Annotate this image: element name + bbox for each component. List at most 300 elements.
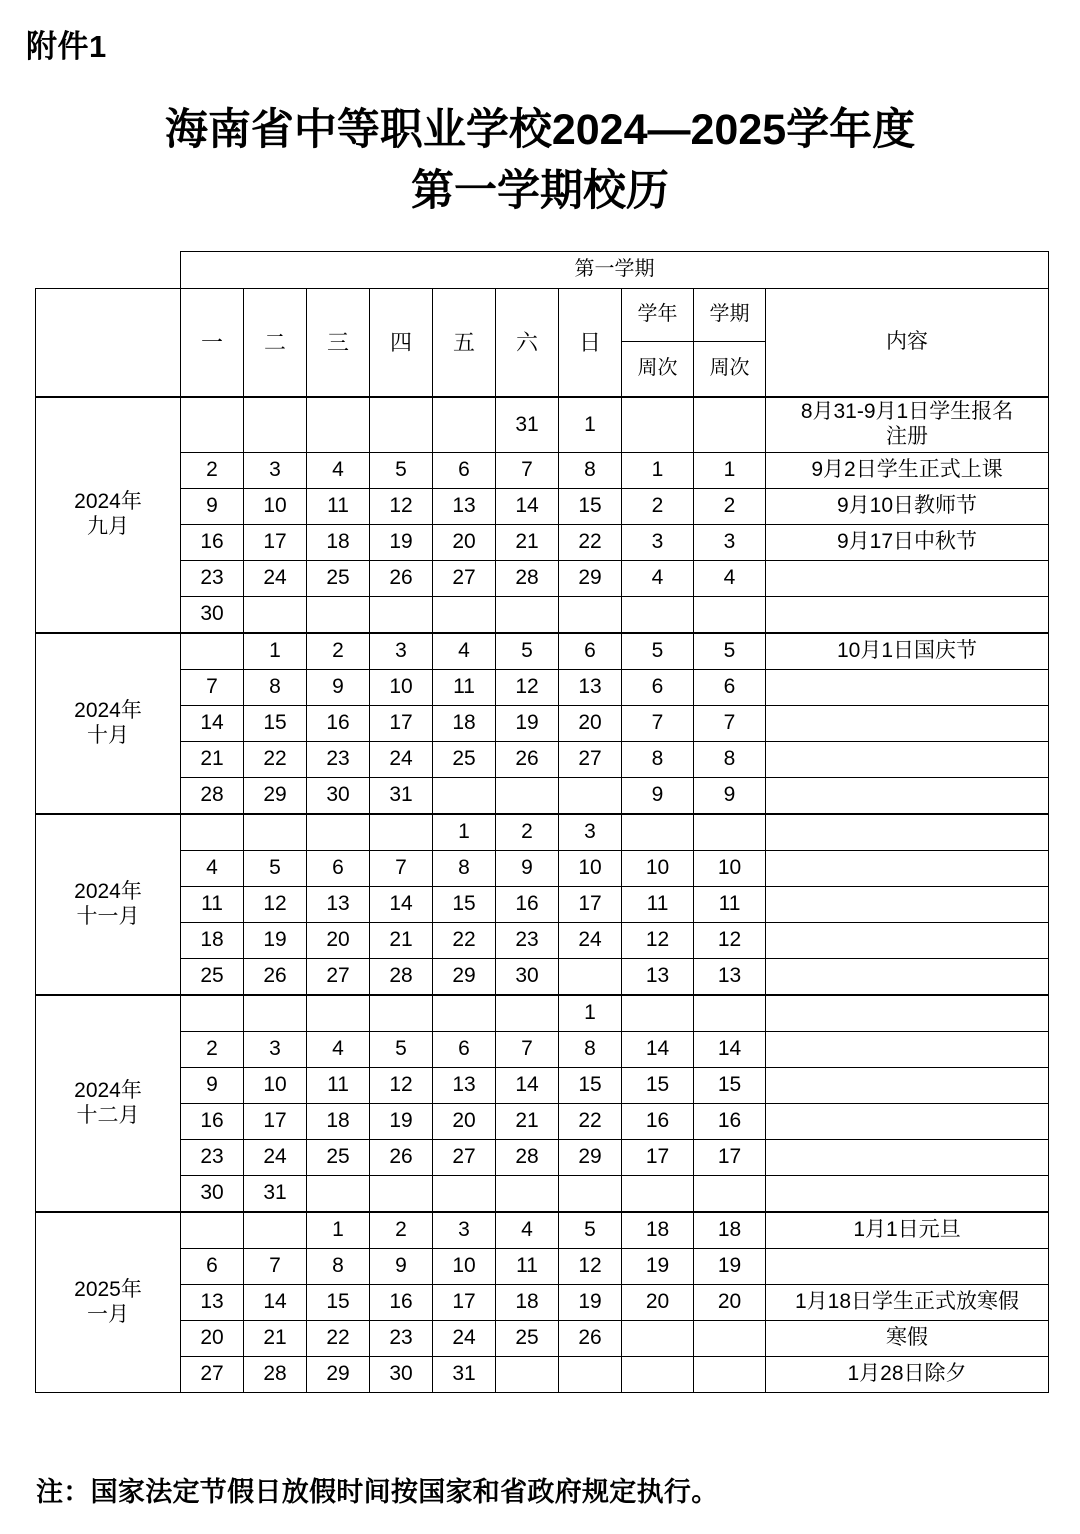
calendar-week-row	[36, 814, 1049, 851]
day-cell-thu	[370, 814, 433, 851]
month-label-month: 九月	[87, 515, 129, 538]
day-cell-sat	[496, 778, 559, 815]
content-note-line: 1月28日除夕	[847, 1362, 967, 1386]
school-calendar-table	[35, 251, 1049, 1393]
calendar-week-row	[36, 851, 1049, 887]
day-cell-sun: 6	[559, 633, 622, 670]
year-week-number: 18	[622, 1212, 694, 1249]
header-content: 内容	[766, 289, 1049, 398]
day-cell-thu: 19	[370, 525, 433, 561]
header-weekday-wed: 三	[307, 289, 370, 398]
calendar-week-row	[36, 1176, 1049, 1213]
day-cell-wed: 23	[307, 742, 370, 778]
day-cell-sun: 1	[559, 397, 622, 453]
day-cell-sun: 15	[559, 1068, 622, 1104]
day-cell-tue: 7	[244, 1249, 307, 1285]
day-cell-tue: 14	[244, 1285, 307, 1321]
content-note-cell	[766, 670, 1049, 706]
day-cell-tue: 22	[244, 742, 307, 778]
day-cell-sun: 13	[559, 670, 622, 706]
month-label-year: 2024年	[74, 698, 142, 722]
calendar-week-row	[36, 1032, 1049, 1068]
calendar-table-head	[36, 252, 1049, 398]
day-cell-sat: 9	[496, 851, 559, 887]
day-cell-fri: 18	[433, 706, 496, 742]
day-cell-sat: 28	[496, 561, 559, 597]
year-week-number: 4	[622, 561, 694, 597]
month-label-month: 十二月	[76, 1103, 140, 1127]
day-cell-fri: 15	[433, 887, 496, 923]
day-cell-fri: 3	[433, 1212, 496, 1249]
term-week-number: 12	[694, 923, 766, 959]
day-cell-tue: 12	[244, 887, 307, 923]
term-week-number: 3	[694, 525, 766, 561]
day-cell-sat: 21	[496, 1104, 559, 1140]
term-week-number	[694, 597, 766, 634]
day-cell-tue	[244, 995, 307, 1032]
month-label-year: 2025年	[74, 1277, 142, 1301]
day-cell-fri	[433, 778, 496, 815]
page-title	[0, 100, 1080, 222]
month-label	[36, 397, 181, 633]
term-week-number: 18	[694, 1212, 766, 1249]
header-weekday-sun: 日	[559, 289, 622, 398]
content-note-cell	[766, 1321, 1049, 1357]
day-cell-sat: 19	[496, 706, 559, 742]
day-cell-sun: 29	[559, 1140, 622, 1176]
calendar-week-row	[36, 1140, 1049, 1176]
calendar-table-body	[36, 397, 1049, 1393]
day-cell-thu: 19	[370, 1104, 433, 1140]
day-cell-mon: 16	[181, 525, 244, 561]
content-note-line: 9月2日学生正式上课	[811, 458, 1003, 482]
day-cell-fri: 27	[433, 561, 496, 597]
day-cell-wed: 18	[307, 1104, 370, 1140]
day-cell-sat: 14	[496, 489, 559, 525]
day-cell-sat: 31	[496, 397, 559, 453]
day-cell-tue: 24	[244, 1140, 307, 1176]
month-label-year: 2024年	[74, 490, 142, 514]
year-week-number: 7	[622, 706, 694, 742]
term-week-number: 13	[694, 959, 766, 996]
content-note-cell	[766, 706, 1049, 742]
day-cell-wed: 4	[307, 1032, 370, 1068]
year-week-number	[622, 995, 694, 1032]
content-note-cell	[766, 923, 1049, 959]
day-cell-thu: 9	[370, 1249, 433, 1285]
day-cell-mon: 9	[181, 489, 244, 525]
day-cell-tue: 21	[244, 1321, 307, 1357]
calendar-week-row	[36, 995, 1049, 1032]
day-cell-thu: 5	[370, 1032, 433, 1068]
day-cell-wed	[307, 1176, 370, 1213]
day-cell-thu: 5	[370, 453, 433, 489]
term-week-number	[694, 1357, 766, 1393]
day-cell-fri	[433, 1176, 496, 1213]
content-note-cell	[766, 1068, 1049, 1104]
content-note-cell	[766, 814, 1049, 851]
day-cell-fri: 13	[433, 489, 496, 525]
day-cell-mon: 27	[181, 1357, 244, 1393]
term-week-number: 2	[694, 489, 766, 525]
content-note-cell	[766, 1285, 1049, 1321]
day-cell-sat	[496, 1357, 559, 1393]
year-week-number: 15	[622, 1068, 694, 1104]
header-term-title: 第一学期	[181, 252, 1049, 289]
calendar-week-row	[36, 887, 1049, 923]
year-week-number	[622, 597, 694, 634]
content-note-cell	[766, 1249, 1049, 1285]
day-cell-tue: 29	[244, 778, 307, 815]
content-note-cell	[766, 453, 1049, 489]
header-term-week-top: 学期	[694, 289, 766, 342]
content-note-line: 10月1日国庆节	[837, 639, 978, 663]
day-cell-sun: 24	[559, 923, 622, 959]
day-cell-thu: 17	[370, 706, 433, 742]
header-term-week-bottom: 周次	[694, 342, 766, 398]
year-week-number	[622, 1176, 694, 1213]
day-cell-tue	[244, 597, 307, 634]
day-cell-sun: 3	[559, 814, 622, 851]
day-cell-tue: 10	[244, 1068, 307, 1104]
content-note-cell	[766, 1032, 1049, 1068]
content-note-cell	[766, 525, 1049, 561]
content-note-cell	[766, 742, 1049, 778]
term-week-number: 14	[694, 1032, 766, 1068]
day-cell-sun: 10	[559, 851, 622, 887]
term-week-number: 9	[694, 778, 766, 815]
content-note-cell	[766, 561, 1049, 597]
day-cell-thu: 26	[370, 561, 433, 597]
day-cell-mon: 21	[181, 742, 244, 778]
year-week-number: 10	[622, 851, 694, 887]
header-row-columns	[36, 289, 1049, 342]
content-note-line: 1月1日元旦	[853, 1218, 961, 1242]
day-cell-sat: 30	[496, 959, 559, 996]
day-cell-mon: 9	[181, 1068, 244, 1104]
year-week-number: 1	[622, 453, 694, 489]
content-note-cell	[766, 597, 1049, 634]
day-cell-wed: 9	[307, 670, 370, 706]
footer-note: 注：国家法定节假日放假时间按国家和省政府规定执行。	[36, 1477, 719, 1507]
year-week-number: 20	[622, 1285, 694, 1321]
day-cell-wed: 6	[307, 851, 370, 887]
header-weekday-tue: 二	[244, 289, 307, 398]
day-cell-thu	[370, 995, 433, 1032]
term-week-number: 4	[694, 561, 766, 597]
day-cell-sat: 7	[496, 1032, 559, 1068]
month-label-month: 十月	[87, 723, 129, 747]
day-cell-sat	[496, 597, 559, 634]
day-cell-tue: 15	[244, 706, 307, 742]
day-cell-sat	[496, 1176, 559, 1213]
calendar-week-row	[36, 1249, 1049, 1285]
day-cell-tue: 17	[244, 525, 307, 561]
day-cell-sat: 14	[496, 1068, 559, 1104]
day-cell-fri: 6	[433, 453, 496, 489]
day-cell-wed	[307, 814, 370, 851]
calendar-week-row	[36, 489, 1049, 525]
term-week-number: 16	[694, 1104, 766, 1140]
calendar-week-row	[36, 633, 1049, 670]
calendar-table-wrapper	[35, 251, 1045, 1393]
year-week-number: 11	[622, 887, 694, 923]
term-week-number: 1	[694, 453, 766, 489]
day-cell-fri: 25	[433, 742, 496, 778]
day-cell-sun: 15	[559, 489, 622, 525]
day-cell-sun	[559, 1357, 622, 1393]
calendar-week-row	[36, 959, 1049, 996]
header-weekday-thu: 四	[370, 289, 433, 398]
day-cell-sat: 5	[496, 633, 559, 670]
calendar-week-row	[36, 1285, 1049, 1321]
term-week-number: 19	[694, 1249, 766, 1285]
day-cell-sat: 2	[496, 814, 559, 851]
content-note-cell	[766, 1357, 1049, 1393]
day-cell-tue: 31	[244, 1176, 307, 1213]
day-cell-tue	[244, 397, 307, 453]
day-cell-mon: 2	[181, 1032, 244, 1068]
content-note-line: 1月18日学生正式放寒假	[795, 1290, 1020, 1314]
content-note-cell	[766, 959, 1049, 996]
day-cell-fri: 13	[433, 1068, 496, 1104]
term-week-number: 7	[694, 706, 766, 742]
day-cell-sun: 12	[559, 1249, 622, 1285]
day-cell-thu: 3	[370, 633, 433, 670]
header-weekday-fri: 五	[433, 289, 496, 398]
calendar-week-row	[36, 778, 1049, 815]
day-cell-mon	[181, 995, 244, 1032]
day-cell-fri: 20	[433, 525, 496, 561]
day-cell-wed: 27	[307, 959, 370, 996]
day-cell-sun: 8	[559, 1032, 622, 1068]
term-week-number: 6	[694, 670, 766, 706]
day-cell-mon: 14	[181, 706, 244, 742]
content-note-cell	[766, 1140, 1049, 1176]
day-cell-fri: 10	[433, 1249, 496, 1285]
year-week-number: 8	[622, 742, 694, 778]
day-cell-thu	[370, 597, 433, 634]
year-week-number: 13	[622, 959, 694, 996]
day-cell-fri: 17	[433, 1285, 496, 1321]
attachment-label: 附件1	[26, 29, 107, 64]
day-cell-mon: 25	[181, 959, 244, 996]
day-cell-tue: 5	[244, 851, 307, 887]
day-cell-mon: 30	[181, 597, 244, 634]
day-cell-mon: 18	[181, 923, 244, 959]
year-week-number: 3	[622, 525, 694, 561]
day-cell-sun	[559, 1176, 622, 1213]
day-cell-thu: 31	[370, 778, 433, 815]
day-cell-thu: 23	[370, 1321, 433, 1357]
day-cell-mon: 13	[181, 1285, 244, 1321]
day-cell-fri: 24	[433, 1321, 496, 1357]
day-cell-thu: 26	[370, 1140, 433, 1176]
day-cell-sat: 26	[496, 742, 559, 778]
day-cell-tue: 10	[244, 489, 307, 525]
term-week-number	[694, 1176, 766, 1213]
day-cell-sun	[559, 959, 622, 996]
day-cell-wed: 25	[307, 1140, 370, 1176]
day-cell-mon	[181, 633, 244, 670]
day-cell-wed: 20	[307, 923, 370, 959]
day-cell-mon: 30	[181, 1176, 244, 1213]
term-week-number: 15	[694, 1068, 766, 1104]
day-cell-sun: 20	[559, 706, 622, 742]
calendar-week-row	[36, 1357, 1049, 1393]
header-year-week-top: 学年	[622, 289, 694, 342]
year-week-number: 5	[622, 633, 694, 670]
calendar-week-row	[36, 1068, 1049, 1104]
day-cell-wed: 1	[307, 1212, 370, 1249]
day-cell-tue: 28	[244, 1357, 307, 1393]
header-month-cell	[36, 289, 181, 398]
header-weekday-sat: 六	[496, 289, 559, 398]
day-cell-wed: 15	[307, 1285, 370, 1321]
year-week-number: 19	[622, 1249, 694, 1285]
calendar-week-row	[36, 597, 1049, 634]
content-note-cell	[766, 1212, 1049, 1249]
day-cell-thu: 24	[370, 742, 433, 778]
term-week-number	[694, 814, 766, 851]
day-cell-sat: 28	[496, 1140, 559, 1176]
content-note-line: 注册	[886, 425, 929, 448]
month-label	[36, 633, 181, 814]
content-note-cell	[766, 397, 1049, 453]
content-note-cell	[766, 489, 1049, 525]
day-cell-fri: 22	[433, 923, 496, 959]
term-week-number: 8	[694, 742, 766, 778]
day-cell-sun: 8	[559, 453, 622, 489]
day-cell-fri: 29	[433, 959, 496, 996]
term-week-number: 5	[694, 633, 766, 670]
day-cell-wed: 30	[307, 778, 370, 815]
calendar-week-row	[36, 1212, 1049, 1249]
year-week-number	[622, 1357, 694, 1393]
day-cell-mon: 2	[181, 453, 244, 489]
content-note-cell	[766, 778, 1049, 815]
day-cell-tue: 3	[244, 453, 307, 489]
day-cell-sun: 19	[559, 1285, 622, 1321]
content-note-cell	[766, 1176, 1049, 1213]
day-cell-sun: 17	[559, 887, 622, 923]
day-cell-mon: 23	[181, 1140, 244, 1176]
calendar-week-row	[36, 670, 1049, 706]
year-week-number	[622, 814, 694, 851]
day-cell-thu: 12	[370, 1068, 433, 1104]
year-week-number: 16	[622, 1104, 694, 1140]
header-year-week-bottom: 周次	[622, 342, 694, 398]
day-cell-sun	[559, 778, 622, 815]
day-cell-wed: 18	[307, 525, 370, 561]
day-cell-thu: 10	[370, 670, 433, 706]
calendar-week-row	[36, 561, 1049, 597]
month-label	[36, 1212, 181, 1393]
day-cell-thu: 14	[370, 887, 433, 923]
day-cell-mon	[181, 1212, 244, 1249]
calendar-week-row	[36, 453, 1049, 489]
year-week-number: 9	[622, 778, 694, 815]
day-cell-tue	[244, 1212, 307, 1249]
day-cell-sun: 27	[559, 742, 622, 778]
day-cell-mon	[181, 814, 244, 851]
day-cell-thu: 7	[370, 851, 433, 887]
month-label-month: 十一月	[76, 904, 140, 928]
day-cell-wed	[307, 597, 370, 634]
day-cell-mon: 16	[181, 1104, 244, 1140]
content-note-line: 9月17日中秋节	[837, 530, 978, 554]
term-week-number	[694, 995, 766, 1032]
day-cell-wed	[307, 397, 370, 453]
day-cell-tue: 3	[244, 1032, 307, 1068]
content-note-cell	[766, 851, 1049, 887]
day-cell-wed: 16	[307, 706, 370, 742]
header-row-term	[36, 252, 1049, 289]
term-week-number: 20	[694, 1285, 766, 1321]
content-note-cell	[766, 995, 1049, 1032]
day-cell-mon: 4	[181, 851, 244, 887]
day-cell-fri: 31	[433, 1357, 496, 1393]
term-week-number: 17	[694, 1140, 766, 1176]
term-week-number	[694, 1321, 766, 1357]
month-label-year: 2024年	[74, 1078, 142, 1102]
header-corner-cell	[36, 252, 181, 289]
day-cell-sun	[559, 597, 622, 634]
day-cell-sat: 12	[496, 670, 559, 706]
month-label	[36, 814, 181, 995]
day-cell-tue: 24	[244, 561, 307, 597]
day-cell-sat: 16	[496, 887, 559, 923]
day-cell-mon	[181, 397, 244, 453]
day-cell-tue	[244, 814, 307, 851]
day-cell-mon: 20	[181, 1321, 244, 1357]
day-cell-fri: 20	[433, 1104, 496, 1140]
calendar-week-row	[36, 923, 1049, 959]
day-cell-sat: 4	[496, 1212, 559, 1249]
calendar-week-row	[36, 706, 1049, 742]
day-cell-fri: 4	[433, 633, 496, 670]
day-cell-fri: 27	[433, 1140, 496, 1176]
content-note-cell	[766, 1104, 1049, 1140]
calendar-week-row	[36, 397, 1049, 453]
day-cell-wed	[307, 995, 370, 1032]
day-cell-fri	[433, 397, 496, 453]
day-cell-sat: 21	[496, 525, 559, 561]
day-cell-sun: 22	[559, 1104, 622, 1140]
day-cell-thu: 30	[370, 1357, 433, 1393]
calendar-week-row	[36, 525, 1049, 561]
year-week-number: 2	[622, 489, 694, 525]
content-note-cell	[766, 633, 1049, 670]
month-label-year: 2024年	[74, 879, 142, 903]
day-cell-tue: 17	[244, 1104, 307, 1140]
day-cell-fri	[433, 597, 496, 634]
day-cell-wed: 13	[307, 887, 370, 923]
day-cell-thu: 12	[370, 489, 433, 525]
day-cell-wed: 22	[307, 1321, 370, 1357]
day-cell-sat: 11	[496, 1249, 559, 1285]
calendar-week-row	[36, 1104, 1049, 1140]
day-cell-fri	[433, 995, 496, 1032]
day-cell-wed: 29	[307, 1357, 370, 1393]
year-week-number	[622, 1321, 694, 1357]
day-cell-sat: 18	[496, 1285, 559, 1321]
day-cell-wed: 11	[307, 1068, 370, 1104]
day-cell-sun: 5	[559, 1212, 622, 1249]
day-cell-thu: 28	[370, 959, 433, 996]
day-cell-sat: 23	[496, 923, 559, 959]
day-cell-mon: 6	[181, 1249, 244, 1285]
